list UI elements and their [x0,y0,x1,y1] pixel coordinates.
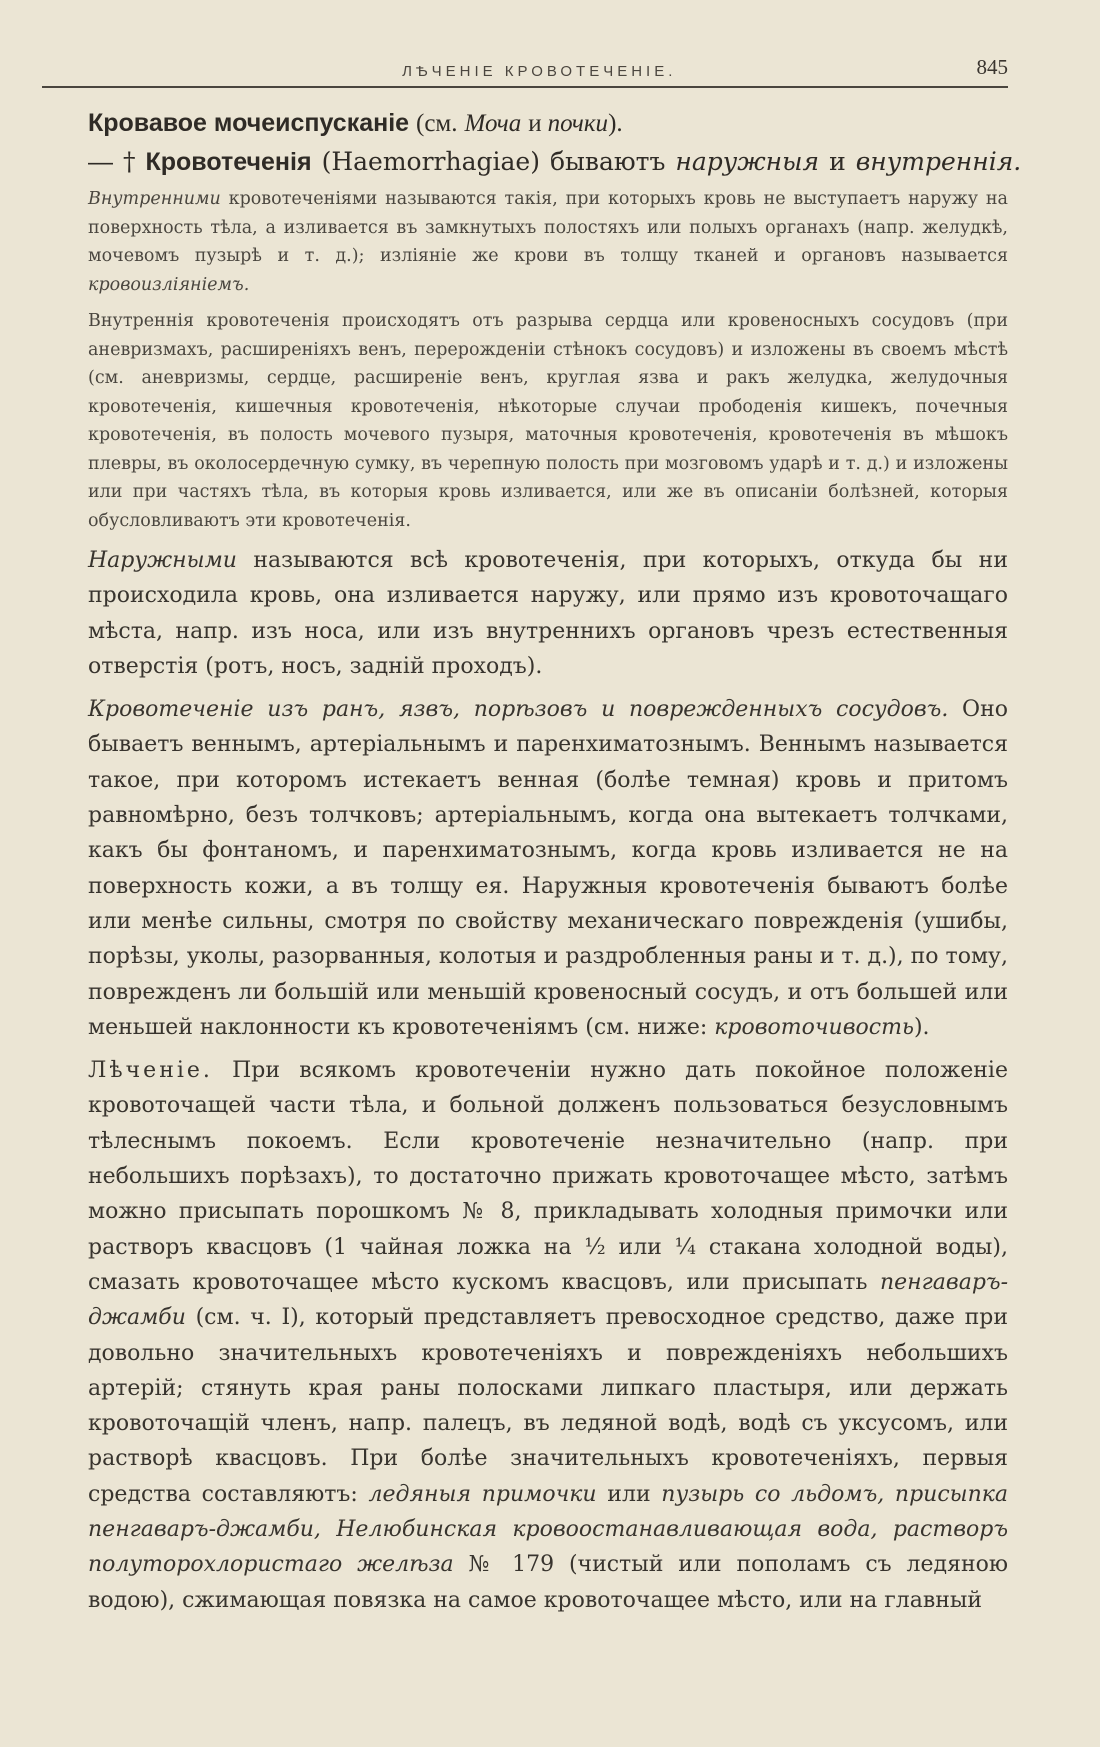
paragraph-text: (см. ч. I), который представляетъ превосходное средство, даже при довольно значительныхъ кровотеченіяхъ и поврежденіяхъ небольшихъ артерій; стянуть края раны полосками липкаго пластыря, или держать кровоточащій членъ, напр. палецъ, въ ледяной водѣ, водѣ съ уксусомъ, или растворѣ квасцовъ. При болѣе значительныхъ кровотеченіяхъ, первыя средства составляютъ: [88,1305,1008,1507]
see-ref: Моча [464,110,522,137]
entry-title: Кровотеченія [145,148,312,176]
see-ref: почки [547,110,609,137]
see-ref: кровоточивость [714,1014,914,1040]
remedy-name: пенгаваръ-джамби [88,1269,1008,1331]
spacer [88,535,1008,543]
remedy-name: ледяныя примочки [368,1481,597,1507]
spacer [88,1045,1008,1053]
see-and: и [528,110,542,137]
paragraph-text: Оно бываетъ веннымъ, артеріальнымъ и паренхиматознымъ. Веннымъ называется такое, при которомъ истекаетъ венная (болѣе темная) кровь и притомъ равномѣрно, безъ толчковъ; артеріальнымъ, когда она вытекаетъ толчками, какъ бы фонтаномъ, и паренхиматознымъ, когда кровь изливается не на поверхность кожи, а въ толщу ея. Наружныя кровотеченія бываютъ болѣе или менѣе сильны, смотря по свойству механическаго поврежденія (ушибы, порѣзы, уколы, разорванныя, колотыя и раздробленныя раны и т. д.), по тому, поврежденъ ли большій или меньшій кровеносный сосудъ, и отъ большей или меньшей наклонности къ кровотеченіямъ (см. ниже: [88,697,1009,1040]
paragraph-text: кровотеченіями называются такія, при которыхъ кровь не выступаетъ наружу на поверхность тѣла, а изливается въ замкнутыхъ полостяхъ или полыхъ органахъ (напр. желудкѣ, мочевомъ пузырѣ и т. д.); изліяніе же крови въ толщу тканей и органовъ называется [88,189,1008,266]
running-head: ЛѢЧЕНІЕ КРОВОТЕЧЕНІЕ. [402,63,677,80]
cross-mark: † [123,147,136,176]
page-number: 845 [976,55,1008,79]
entry-text: и [829,147,846,176]
paragraph-text: При всякомъ кровотеченіи нужно дать покойное положеніе кровоточащей части тѣла, и больной долженъ пользоваться безусловнымъ тѣлеснымъ покоемъ. Если кровотеченіе незначительно (напр. при небольшихъ порѣзахъ), то достаточно прижать кровоточащее мѣсто, затѣмъ можно присыпать порошкомъ № 8, прикладывать холодныя примочки или растворъ квасцовъ (1 чайная ложка на ½ или ¼ стакана холодной воды), смазать кровоточащее мѣсто кускомъ квасцовъ, или присыпать [88,1058,1008,1295]
latin-term: (Haemorrhagiae) [321,147,540,176]
entry-hemorrhage [88,143,1022,181]
em-dash: — [88,148,113,176]
header-rule [42,86,1008,88]
paragraph-text: называются всѣ кровотеченія, при которыхъ, откуда бы ни происходила кровь, она изливается наружу, или прямо изъ кровоточащаго мѣста, напр. изъ носа, или изъ внутреннихъ органовъ чрезъ естественныя отверстія (ротъ, носъ, задній проходъ). [88,548,1008,679]
entry-hematuria [88,104,1008,143]
entry-text: бываютъ [549,147,666,176]
paragraph-wounds [88,692,1008,1045]
paragraph-text: Внутреннія кровотеченія происходятъ отъ разрыва сердца или кровеносныхъ сосудовъ (при аневризмахъ, расширеніяхъ венъ, перерожденіи стѣнокъ сосудовъ) и изложены въ своемъ мѣстѣ (см. аневризмы, сердце, расширеніе венъ, круглая язва и ракъ желудка, желудочныя кровотеченія, кишечныя кровотеченія, нѣкоторые случаи прободенія кишекъ, почечныя кровотеченія, въ полость мочевого пузыря, маточныя кровотеченія, кровотеченія въ мѣшокъ плевры, въ околосердечную сумку, въ черепную полость при мозговомъ ударѣ и т. д.) и изложены или при частяхъ тѣла, въ которыя кровь изливается, или же въ описаніи болѣзней, которыя обусловливаютъ эти кровотеченія. [88,311,1008,531]
term-outer: наружныя [675,147,820,176]
see-close: ). [608,110,623,137]
term-external: Наружными [88,548,237,573]
paragraph-internal-causes [88,307,1008,535]
page-header [42,40,1008,80]
paragraph-text: ). [913,1014,930,1040]
spacer [88,684,1008,692]
paragraph-treatment [88,1053,1008,1618]
entry-title: Кровавое мочеиспусканіе [88,109,410,137]
spacer [88,299,1008,307]
section-heading: Кровотеченіе изъ ранъ, язвъ, порѣзовъ и поврежденныхъ сосудовъ. [88,697,949,723]
paragraph-external [88,543,1008,684]
paragraph-text: № 179 (чистый или пополамъ съ ледяною водою), сжимающая повязка на самое кровоточащее мѣсто, или на главный [88,1552,1009,1613]
section-heading: Лѣченіе. [88,1058,213,1084]
page-body [88,104,1022,1618]
term-inner: внутреннія. [855,147,1022,176]
paragraph-text: или [596,1481,662,1507]
term-internal: Внутренними [88,189,221,209]
term-hemorrhage: кровоизліяніемъ. [88,274,250,295]
remedy-name: пузырь со льдомъ, присыпка пенгаваръ-джамби, Нелюбинская кровоостанавливающая вода, растворъ полуторохлористаго желѣза [88,1481,1008,1578]
paragraph-internal-definition [88,185,1008,299]
see-open: (см. [416,110,458,137]
